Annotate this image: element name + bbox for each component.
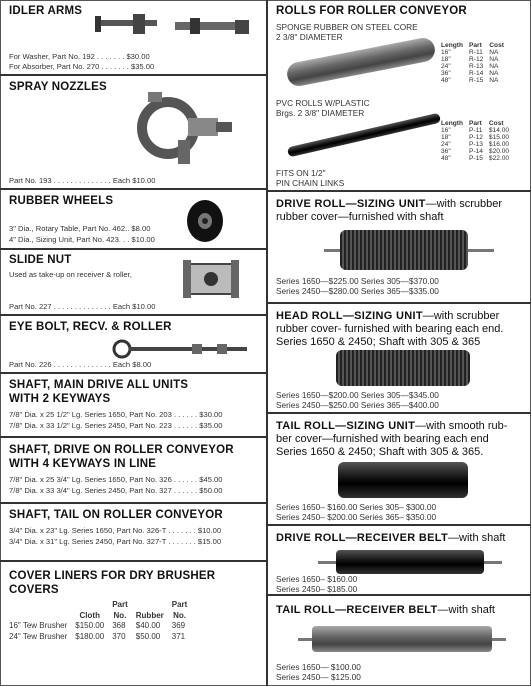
pvc-roll-table xyxy=(438,120,512,162)
tail-sizing-heading xyxy=(276,420,507,433)
td: P-11 xyxy=(468,127,483,134)
td: $15.00 xyxy=(488,134,510,141)
tail-sizing-title: TAIL ROLL—SIZING UNIT xyxy=(276,420,416,432)
head-sizing-price-1: Series 1650—$200.00 Series 305—$345.00 xyxy=(276,390,439,400)
td: 24" xyxy=(441,63,451,70)
slide-nut-section xyxy=(0,250,266,316)
slide-nut-title: SLIDE NUT xyxy=(9,254,72,266)
slide-nut-desc: Used as take-up on receiver & roller, xyxy=(9,270,132,279)
td: $20.00 xyxy=(488,148,510,155)
cover-head-top xyxy=(132,600,168,611)
tail-sizing-roll-image xyxy=(338,462,468,498)
td: P-12 xyxy=(468,134,483,141)
spray-nozzles-title: SPRAY NOZZLES xyxy=(9,81,107,93)
td: NA xyxy=(489,70,499,77)
table-row xyxy=(438,49,507,56)
tail-sizing-line2: ber cover—furnished with bearing each end xyxy=(276,433,489,445)
shaft-tail-2450: 3/4" Dia. x 31" Lg. Series 2450, Part No. 327-T . . . . . . . $15.00 xyxy=(9,537,222,546)
td: R-14 xyxy=(468,70,484,77)
table-row xyxy=(438,70,507,77)
drive-sizing-rest: —with scrubber xyxy=(425,198,503,210)
th: Cost xyxy=(489,42,504,49)
cover-head: No. xyxy=(173,610,186,620)
table-row xyxy=(438,127,512,134)
table-row xyxy=(438,141,512,148)
rolls-sponge-dia: 2 3/8" DIAMETER xyxy=(276,32,343,42)
drive-sizing-roll-image xyxy=(340,230,468,270)
table-row xyxy=(438,77,507,84)
slide-nut-image xyxy=(183,260,239,298)
td: 16" xyxy=(441,49,451,56)
head-sizing-rest: —with scrubber xyxy=(422,310,500,322)
cover-head: No. xyxy=(113,610,127,620)
eye-bolt-section xyxy=(0,316,266,374)
rubber-wheels-3in: 3" Dia., Rotary Table, Part No. 462.. $8.00 xyxy=(9,224,151,233)
idler-arms-absorber: For Absorber, Part No. 270 . . . . . . . $35.00 xyxy=(9,62,155,71)
td: P-14 xyxy=(468,148,483,155)
rubber-wheels-section xyxy=(0,190,266,250)
cover-cell: 368 xyxy=(112,621,126,630)
spray-nozzles-price: Part No. 193 . . . . . . . . . . . . . . Each $10.00 xyxy=(9,176,156,185)
td: P-13 xyxy=(468,141,483,148)
shaft-drive-title-1: SHAFT, DRIVE ON ROLLER CONVEYOR xyxy=(9,444,234,456)
head-sizing-roll-image xyxy=(336,350,470,386)
eye-bolt-title: EYE BOLT, RECV. & ROLLER xyxy=(9,321,172,333)
table-row xyxy=(5,632,191,643)
table-row xyxy=(5,621,191,632)
shaft-main-title-2: WITH 2 KEYWAYS xyxy=(9,393,111,405)
eye-bolt-price: Part No. 226 . . . . . . . . . . . . . . Each $8.00 xyxy=(9,360,152,369)
td: NA xyxy=(489,63,499,70)
drive-sizing-heading xyxy=(276,198,502,211)
drive-sizing-section xyxy=(268,192,531,304)
td: NA xyxy=(489,56,499,63)
pvc-roll-image xyxy=(287,113,441,158)
td: NA xyxy=(489,77,499,84)
head-sizing-line2: rubber cover- furnished with bearing each end. xyxy=(276,323,504,335)
idler-arms-washer: For Washer, Part No. 192 . . . . . . . $30.00 xyxy=(9,52,150,61)
rolls-section xyxy=(268,0,531,192)
head-sizing-title: HEAD ROLL—SIZING UNIT xyxy=(276,310,423,322)
rolls-pvc-dia: Brgs. 2 3/8" DIAMETER xyxy=(276,108,365,118)
cover-cell: $180.00 xyxy=(75,631,105,641)
drive-receiver-roll-image xyxy=(336,550,484,574)
td: 18" xyxy=(441,134,451,141)
tail-sizing-rest: —with smooth rub- xyxy=(415,420,508,432)
tail-receiver-rest: —with shaft xyxy=(437,604,495,616)
tail-sizing-price-2: Series 2450– $200.00 Series 365– $350.00 xyxy=(276,512,437,522)
td: R-11 xyxy=(468,49,483,56)
cover-cell: 371 xyxy=(171,631,186,641)
td: $22.00 xyxy=(488,155,510,162)
td: 16" xyxy=(441,127,451,134)
th: Length xyxy=(441,42,463,49)
rolls-fits: FITS ON 1/2" xyxy=(276,168,326,178)
cover-head: Rubber xyxy=(135,610,164,620)
tail-receiver-title: TAIL ROLL—RECEIVER BELT xyxy=(276,604,438,616)
cover-liners-title-2: COVERS xyxy=(9,584,59,596)
td: 18" xyxy=(441,56,451,63)
cover-head-top xyxy=(71,600,108,611)
rubber-wheels-title: RUBBER WHEELS xyxy=(9,195,114,207)
shaft-drive-2450: 7/8" Dia. x 33 3/4" Lg. Series 2450, Part No. 327 . . . . . . $50.00 xyxy=(9,486,223,495)
table-row xyxy=(438,134,512,141)
td: 48" xyxy=(441,77,451,84)
td: 24" xyxy=(441,141,451,148)
drive-sizing-title: DRIVE ROLL—SIZING UNIT xyxy=(276,198,426,210)
shaft-drive-title-2: WITH 4 KEYWAYS IN LINE xyxy=(9,458,157,470)
head-sizing-heading xyxy=(276,310,499,323)
cover-cell: 370 xyxy=(112,631,126,641)
rubber-wheels-4in: 4" Dia., Sizing Unit, Part No. 423. . . $10.00 xyxy=(9,235,155,244)
idler-arms-section xyxy=(0,0,266,76)
sponge-roll-image xyxy=(285,36,437,88)
shaft-tail-1650: 3/4" Dia. x 23" Lg. Series 1650, Part No. 326-T . . . . . . . $10.00 xyxy=(9,526,222,535)
tail-sizing-price-1: Series 1650– $160.00 Series 305– $300.00 xyxy=(276,502,437,512)
rolls-title: ROLLS FOR ROLLER CONVEYOR xyxy=(276,5,467,17)
td: 36" xyxy=(441,70,451,77)
table-row xyxy=(438,63,507,70)
cover-cell: 24" Tew Brusher xyxy=(9,631,68,641)
td: NA xyxy=(489,49,499,56)
cover-head-top: Part xyxy=(171,600,188,609)
cover-head-top: Part xyxy=(112,600,128,609)
cover-cell: $150.00 xyxy=(75,621,105,630)
shaft-tail-title: SHAFT, TAIL ON ROLLER CONVEYOR xyxy=(9,509,223,521)
tail-sizing-line3: Series 1650 & 2450; Shaft with 305 & 365. xyxy=(276,446,484,458)
td: P-15 xyxy=(468,155,483,162)
cover-cell: 369 xyxy=(171,621,186,630)
cover-head: Cloth xyxy=(79,610,100,620)
cover-liners-section xyxy=(0,562,266,684)
table-row xyxy=(438,148,512,155)
cover-cell: $40.00 xyxy=(135,621,161,630)
cover-head-top xyxy=(5,600,71,611)
td: 36" xyxy=(441,148,451,155)
tail-receiver-price-2: Series 2450— $125.00 xyxy=(276,672,361,682)
th: Cost xyxy=(488,120,504,127)
shaft-main-2450: 7/8" Dia. x 33 1/2" Lg. Series 2450, Part No. 223 . . . . . . $35.00 xyxy=(9,421,223,430)
rubber-wheel-image xyxy=(183,198,227,244)
idler-arm-image xyxy=(95,8,255,42)
cover-liners-title-1: COVER LINERS FOR DRY BRUSHER xyxy=(9,570,216,582)
spray-nozzle-image xyxy=(128,90,248,170)
rolls-pin-chain: PIN CHAIN LINKS xyxy=(276,178,345,188)
td: R-13 xyxy=(468,63,484,70)
drive-sizing-price-2: Series 2450—$280.00 Series 365—$335.00 xyxy=(276,286,439,296)
tail-receiver-section xyxy=(268,596,531,684)
slide-nut-price: Part No. 227 . . . . . . . . . . . . . . Each $10.00 xyxy=(9,302,156,311)
shaft-main-title-1: SHAFT, MAIN DRIVE ALL UNITS xyxy=(9,379,189,391)
td: R-15 xyxy=(468,77,484,84)
drive-sizing-price-1: Series 1650—$225.00 Series 305—$370.00 xyxy=(276,276,439,286)
eye-bolt-image xyxy=(112,338,252,360)
th: Part xyxy=(468,42,482,49)
drive-receiver-title: DRIVE ROLL—RECEIVER BELT xyxy=(276,532,449,544)
td: R-12 xyxy=(468,56,484,63)
th: Part xyxy=(468,120,482,127)
td: $16.00 xyxy=(488,141,510,148)
tail-receiver-roll-image xyxy=(312,626,492,652)
shaft-drive-section xyxy=(0,438,266,504)
td: 48" xyxy=(441,155,451,162)
tail-receiver-price-1: Series 1650— $100.00 xyxy=(276,662,361,672)
th: Length xyxy=(441,120,463,127)
td: $14.00 xyxy=(488,127,510,134)
cover-cell: 16" Tew Brusher xyxy=(9,621,68,630)
drive-sizing-line2: rubber cover—furnished with shaft xyxy=(276,211,444,223)
shaft-drive-1650: 7/8" Dia. x 25 3/4" Lg. Series 1650, Part No. 326 . . . . . . $45.00 xyxy=(9,475,223,484)
rolls-pvc: PVC ROLLS W/PLASTIC xyxy=(276,98,370,108)
tail-receiver-heading xyxy=(276,604,495,617)
drive-receiver-section xyxy=(268,526,531,596)
tail-sizing-section xyxy=(268,414,531,526)
drive-receiver-heading xyxy=(276,532,505,545)
drive-receiver-rest: —with shaft xyxy=(448,532,506,544)
head-sizing-line3: Series 1650 & 2450; Shaft with 305 & 365 xyxy=(276,336,481,348)
cover-head xyxy=(5,611,71,622)
drive-receiver-price-1: Series 1650– $160.00 xyxy=(276,574,358,584)
head-sizing-price-2: Series 2450—$250.00 Series 365—$400.00 xyxy=(276,400,439,410)
head-sizing-section xyxy=(268,304,531,414)
table-row xyxy=(438,155,512,162)
shaft-main-section xyxy=(0,374,266,438)
drive-receiver-price-2: Series 2450– $185.00 xyxy=(276,584,358,594)
idler-arms-title: IDLER ARMS xyxy=(9,5,83,17)
rolls-sponge: SPONGE RUBBER ON STEEL CORE xyxy=(276,22,418,32)
table-row xyxy=(438,56,507,63)
spray-nozzles-section xyxy=(0,76,266,190)
sponge-roll-table xyxy=(438,42,507,84)
shaft-tail-section xyxy=(0,504,266,562)
cover-liners-table xyxy=(5,600,191,642)
cover-cell: $50.00 xyxy=(135,631,161,641)
shaft-main-1650: 7/8" Dia. x 25 1/2" Lg. Series 1650, Part No. 203 . . . . . . $30.00 xyxy=(9,410,223,419)
